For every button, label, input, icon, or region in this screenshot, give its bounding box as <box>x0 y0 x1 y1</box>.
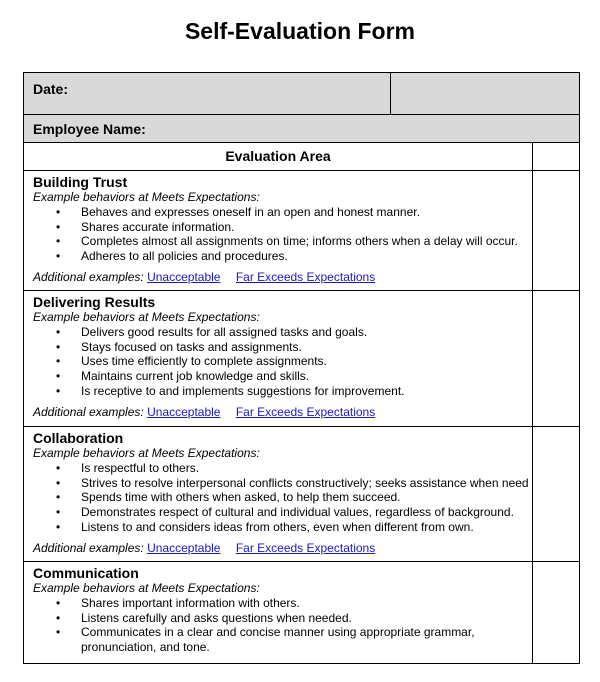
additional-label: Additional examples: <box>33 405 144 419</box>
section-title: Communication <box>33 565 139 581</box>
far-exceeds-link[interactable]: Far Exceeds Expectations <box>235 270 376 284</box>
section-building-trust <box>24 171 579 291</box>
behavior-list <box>56 325 404 399</box>
employee-name-label: Employee Name: <box>33 121 146 137</box>
evaluation-area-header: Evaluation Area <box>225 148 331 164</box>
example-intro: Example behaviors at Meets Expectations: <box>33 190 260 204</box>
list-item: pronunciation, and tone. <box>81 640 210 655</box>
list-item: • Demonstrates respect of cultural and individual values, regardless of background. <box>56 505 529 520</box>
list-item: • Adheres to all policies and procedures. <box>56 249 518 264</box>
employee-row <box>24 115 579 143</box>
list-item: • Shares accurate information. <box>56 220 518 235</box>
list-item: • Completes almost all assignments on time; informs others when a delay will occur. <box>56 234 518 249</box>
list-item: • Stays focused on tasks and assignments. <box>56 340 404 355</box>
unacceptable-link[interactable]: Unacceptable <box>147 405 221 419</box>
additional-examples <box>33 405 375 419</box>
section-communication <box>24 562 579 663</box>
behavior-list <box>56 596 475 655</box>
rating-cell[interactable] <box>533 291 579 426</box>
unacceptable-link[interactable]: Unacceptable <box>147 270 221 284</box>
date-row <box>24 73 579 115</box>
list-item: • Is respectful to others. <box>56 461 529 476</box>
example-intro: Example behaviors at Meets Expectations: <box>33 446 260 460</box>
date-value-cell[interactable] <box>391 73 579 114</box>
list-item: • Listens carefully and asks questions when needed. <box>56 611 475 626</box>
section-title: Delivering Results <box>33 294 156 310</box>
list-item: • Is receptive to and implements suggestions for improvement. <box>56 384 404 399</box>
list-item: • Maintains current job knowledge and skills. <box>56 369 404 384</box>
section-title: Building Trust <box>33 174 128 190</box>
behavior-list <box>56 205 518 264</box>
date-label: Date: <box>33 81 69 97</box>
list-item: • Communicates in a clear and concise manner using appropriate grammar, <box>56 625 475 640</box>
list-item: • Listens to and considers ideas from others, even when different from own. <box>56 520 529 535</box>
list-item: • Behaves and expresses oneself in an open and honest manner. <box>56 205 518 220</box>
example-intro: Example behaviors at Meets Expectations: <box>33 581 260 595</box>
additional-examples <box>33 270 375 284</box>
unacceptable-link[interactable]: Unacceptable <box>147 541 221 555</box>
rating-column-divider <box>532 143 533 170</box>
additional-label: Additional examples: <box>33 541 144 555</box>
section-title: Collaboration <box>33 430 124 446</box>
far-exceeds-link[interactable]: Far Exceeds Expectations <box>235 405 376 419</box>
form-title: Self-Evaluation Form <box>184 18 416 44</box>
example-intro: Example behaviors at Meets Expectations: <box>33 310 260 324</box>
evaluation-table <box>23 72 580 664</box>
rating-cell[interactable] <box>533 427 579 561</box>
evaluation-area-header-row <box>24 143 579 171</box>
behavior-list <box>56 461 529 535</box>
far-exceeds-link[interactable]: Far Exceeds Expectations <box>235 541 376 555</box>
additional-label: Additional examples: <box>33 270 144 284</box>
list-item: • Spends time with others when asked, to help them succeed. <box>56 490 529 505</box>
section-collaboration <box>24 427 579 562</box>
list-item: • Delivers good results for all assigned tasks and goals. <box>56 325 404 340</box>
rating-cell[interactable] <box>533 562 579 662</box>
list-item: • Strives to resolve interpersonal conflicts constructively; seeks assistance when need <box>56 476 529 491</box>
list-item: • Shares important information with others. <box>56 596 475 611</box>
rating-cell[interactable] <box>533 171 579 290</box>
additional-examples <box>33 541 375 555</box>
section-delivering-results <box>24 291 579 427</box>
list-item: • Uses time efficiently to complete assignments. <box>56 354 404 369</box>
